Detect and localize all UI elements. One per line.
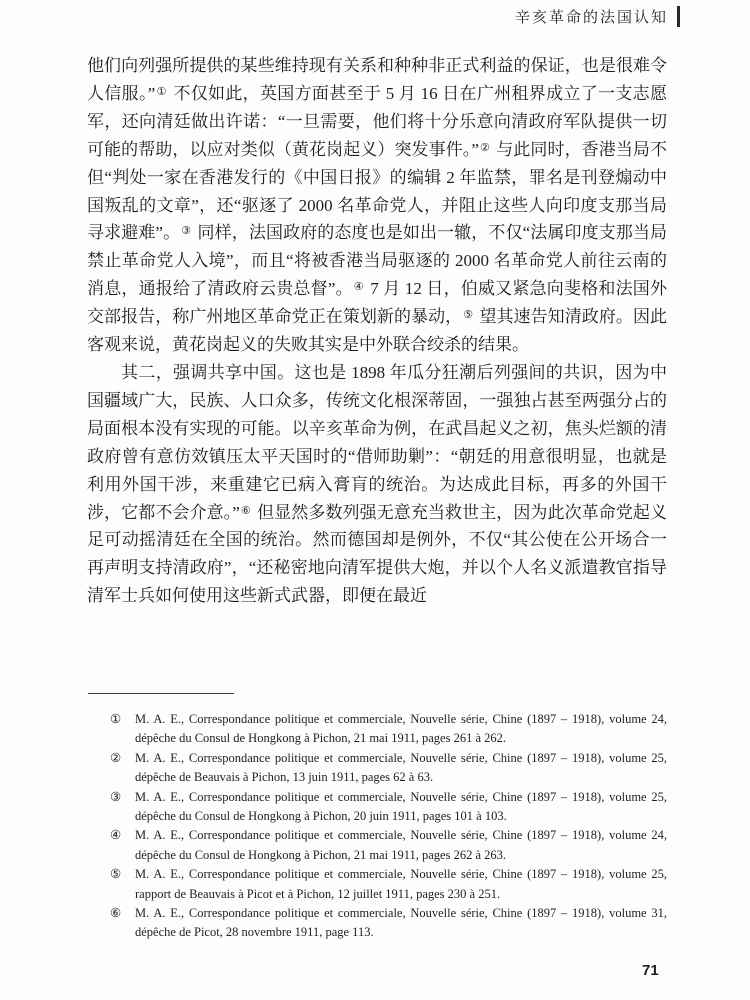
page-header [515, 6, 680, 27]
footnote-2 [110, 749, 667, 788]
footnote-text: M. A. E., Correspondance politique et commerciale, Nouvelle série, Chine (1897 – 1918), volume 25, dépêche de Beauvais à Pichon, 13 juin 1911, pages 62 à 63. [135, 750, 667, 785]
paragraph-2: 其二，强调共享中国。这也是 1898 年瓜分狂潮后列强间的共识，因为中国疆域广大，民族、人口众多，传统文化根深蒂固，一强独占甚至两强分占的局面根本没有实现的可能。以辛亥革命为例，在武昌起义之初，焦头烂额的清政府曾有意仿效镇压太平天国时的“借师助剿”：“朝廷的用意很明显，也就是利用外国干涉，来重建它已病入膏肓的统治。为达成此目标，再多的外国干涉，它都不会介意。”⑥ 但显然多数列强无意充当救世主，因为此次革命党起义足可动摇清廷在全国的统治。然而德国却是例外，不仅“其公使在公开场合一再声明支持清政府”，“还秘密地向清军提供大炮，并以个人名义派遣教官指导清军士兵如何使用这些新式武器，即便在最近 [87, 362, 668, 606]
footnotes [110, 710, 667, 943]
footnote-marker: ⑤ [110, 867, 122, 882]
footnote-4 [110, 826, 667, 865]
footnote-text: M. A. E., Correspondance politique et commerciale, Nouvelle série, Chine (1897 – 1918), volume 31, dépêche de Picot, 28 novembre 1911, page 113. [135, 906, 667, 940]
footnote-text: M. A. E., Correspondance politique et commerciale, Nouvelle série, Chine (1897 – 1918), volume 24, dépêche du Consul de Hongkong à Pichon, 21 mai 1911, pages 262 à 263. [135, 828, 667, 862]
running-head-title: 辛亥革命的法国认知 [514, 10, 668, 26]
footnote-marker: ① [110, 712, 122, 726]
footnote-ref-icon: ⑥ [240, 504, 251, 517]
footnote-marker: ④ [110, 828, 122, 843]
footnote-3 [110, 788, 667, 827]
page-number: 71 [642, 962, 659, 979]
footnote-ref-icon: ① [156, 85, 167, 98]
footnote-marker: ② [110, 750, 122, 765]
footnote-ref-icon: ③ [181, 225, 192, 238]
footnote-5 [110, 865, 667, 904]
footnote-text: M. A. E., Correspondance politique et commerciale, Nouvelle série, Chine (1897 – 1918), volume 24, dépêche du Consul de Hongkong à Pichon, 21 mai 1911, pages 261 à 262. [135, 712, 667, 746]
paragraph-1: 他们向列强所提供的某些维持现有关系和种种非正式利益的保证，也是很难令人信服。”① 不仅如此，英国方面甚至于 5 月 16 日在广州租界成立了一支志愿军，还向清廷做出许诺：“一旦需要，他们将十分乐意向清政府军队提供一切可能的帮助，以应对类似（黄花岗起义）突发事件。”② 与此同时，香港当局不但“判处一家在香港发行的《中国日报》的编辑 2 年监禁，罪名是刊登煽动中国叛乱的文章”，还“驱逐了 2000 名革命党人，并阻止这些人向印度支那当局寻求避难”。③ 同样，法国政府的态度也是如出一辙，不仅“法属印度支那当局禁止革命党人入境”，而且“将被香港当局驱逐的 2000 名革命党人前往云南的消息，通报给了清政府云贵总督”。④ 7 月 12 日，伯威又紧急向斐格和法国外交部报告，称广州地区革命党正在策划新的暴动，⑤ 望其速告知清政府。因此客观来说，黄花岗起义的失败其实是中外联合绞杀的结果。 [87, 56, 668, 355]
footnote-text: M. A. E., Correspondance politique et commerciale, Nouvelle série, Chine (1897 – 1918), volume 25, rapport de Beauvais à Picot et à Pichon, 12 juillet 1911, pages 230 à 251. [135, 867, 667, 901]
footnote-ref-icon: ④ [353, 281, 364, 294]
footnote-1 [110, 710, 667, 749]
footnote-marker: ⑥ [110, 906, 122, 921]
footnote-ref-icon: ⑤ [463, 309, 474, 322]
footnote-6 [110, 904, 667, 943]
footnote-text: M. A. E., Correspondance politique et commerciale, Nouvelle série, Chine (1897 – 1918), volume 25, dépêche du Consul de Hongkong à Pichon, 20 juin 1911, pages 101 à 103. [135, 789, 667, 824]
body-text [87, 52, 667, 610]
header-divider-bar [677, 6, 680, 27]
footnote-marker: ③ [110, 789, 122, 804]
footnote-separator [88, 693, 234, 694]
footnote-ref-icon: ② [479, 141, 490, 154]
